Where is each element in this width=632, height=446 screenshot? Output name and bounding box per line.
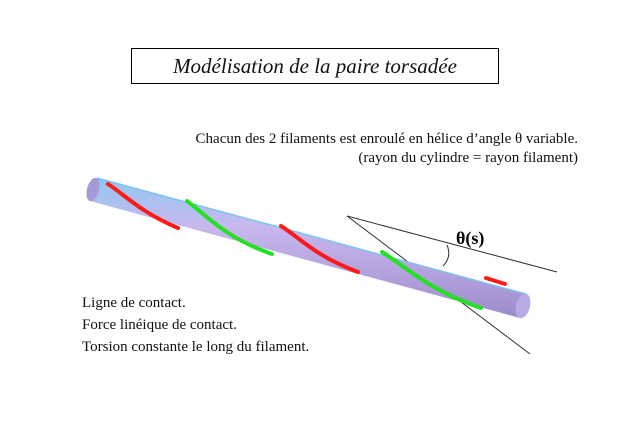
notes-list	[82, 292, 309, 358]
note-item: Torsion constante le long du filament.	[82, 339, 310, 355]
angle-label: θ(s)	[456, 228, 485, 248]
description-line-1: Chacun des 2 filaments est enroulé en hélice d’angle θ variable.	[195, 131, 578, 147]
note-item: Force linéique de contact.	[82, 317, 237, 333]
note-item: Ligne de contact.	[82, 295, 186, 311]
page-title: Modélisation de la paire torsadée	[131, 48, 499, 84]
angle-arc	[443, 245, 449, 266]
description-line-2: (rayon du cylindre = rayon filament)	[358, 150, 578, 166]
